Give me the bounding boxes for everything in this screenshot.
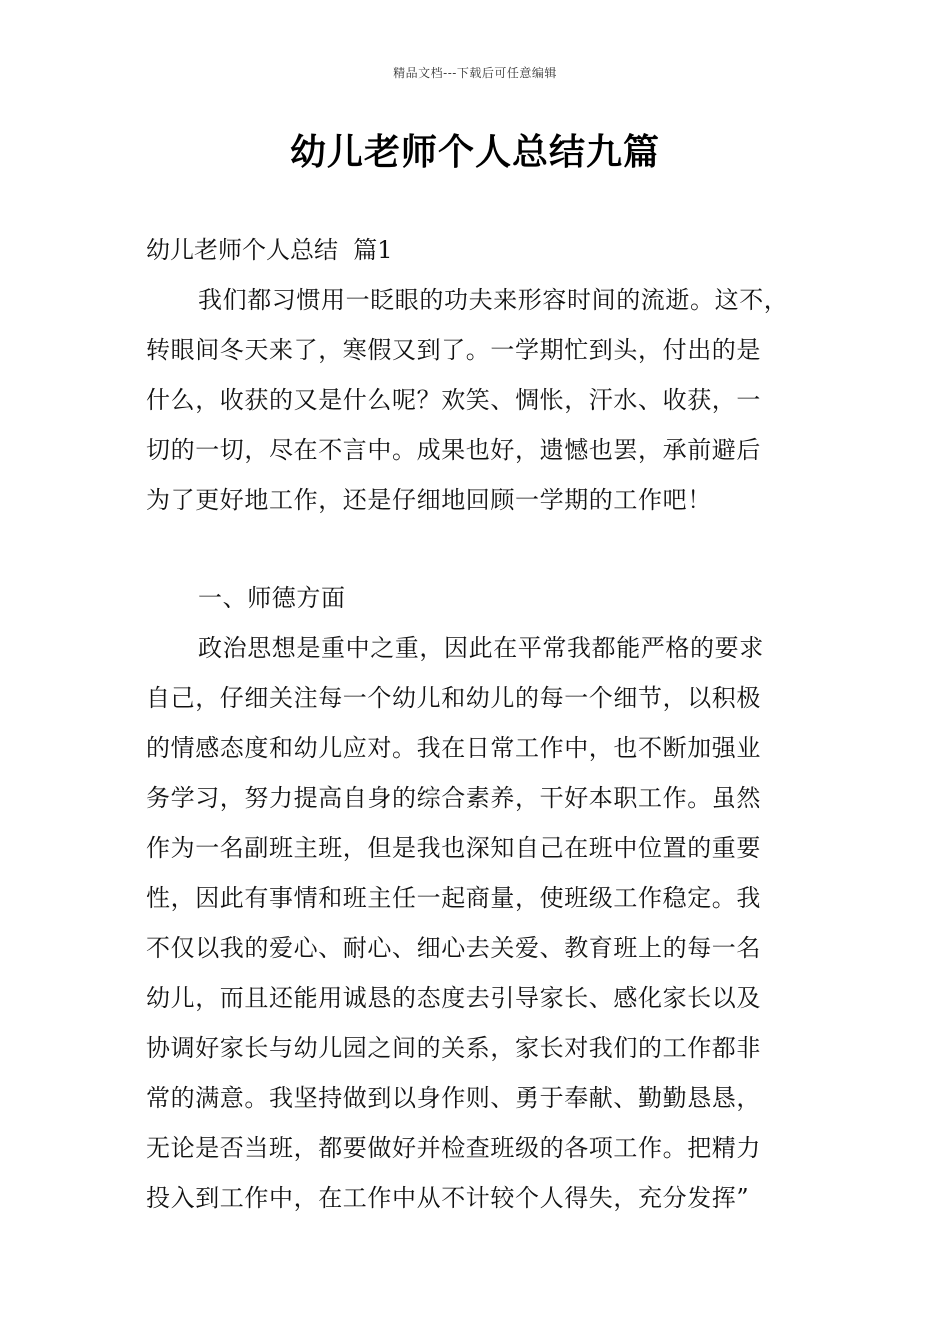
paragraph-line: 什么，收获的又是什么呢？欢笑、惆怅，汗水、收获，一 xyxy=(146,386,761,414)
section-title: 幼儿老师个人总结 篇1 xyxy=(146,236,393,264)
paragraph-line: 务学习，努力提高自身的综合素养，干好本职工作。虽然 xyxy=(146,784,761,812)
paragraph-line: 作为一名副班主班，但是我也深知自己在班中位置的重要 xyxy=(146,834,761,862)
paragraph-line: 自己，仔细关注每一个幼儿和幼儿的每一个细节，以积极 xyxy=(146,684,761,712)
paragraph-line: 不仅以我的爱心、耐心、细心去关爱、教育班上的每一名 xyxy=(146,934,761,962)
paragraph-line: 为了更好地工作，还是仔细地回顾一学期的工作吧！ xyxy=(146,486,712,514)
paragraph-line: 无论是否当班，都要做好并检查班级的各项工作。把精力 xyxy=(146,1134,761,1162)
paragraph-line: 幼儿，而且还能用诚恳的态度去引导家长、感化家长以及 xyxy=(146,984,761,1012)
paragraph-line: 常的满意。我坚持做到以身作则、勇于奉献、勤勤恳恳， xyxy=(146,1084,761,1112)
subheading: 一、师德方面 xyxy=(198,584,346,612)
paragraph-line: 性，因此有事情和班主任一起商量，使班级工作稳定。我 xyxy=(146,884,761,912)
paragraph-line: 协调好家长与幼儿园之间的关系，家长对我们的工作都非 xyxy=(146,1034,761,1062)
paragraph-line: 的情感态度和幼儿应对。我在日常工作中，也不断加强业 xyxy=(146,734,761,762)
paragraph-line: 政治思想是重中之重，因此在平常我都能严格的要求 xyxy=(198,634,764,662)
paragraph-line: 切的一切，尽在不言中。成果也好，遗憾也罢，承前避后 xyxy=(146,436,761,464)
paragraph-line: 转眼间冬天来了，寒假又到了。一学期忙到头，付出的是 xyxy=(146,336,761,364)
paragraph-line: 我们都习惯用一眨眼的功夫来形容时间的流逝。这不， xyxy=(198,286,789,314)
header-note: 精品文档---下载后可任意编辑 xyxy=(393,66,557,80)
paragraph-line: 投入到工作中，在工作中从不计较个人得失，充分发挥” xyxy=(146,1184,750,1212)
document-title: 幼儿老师个人总结九篇 xyxy=(289,132,660,173)
